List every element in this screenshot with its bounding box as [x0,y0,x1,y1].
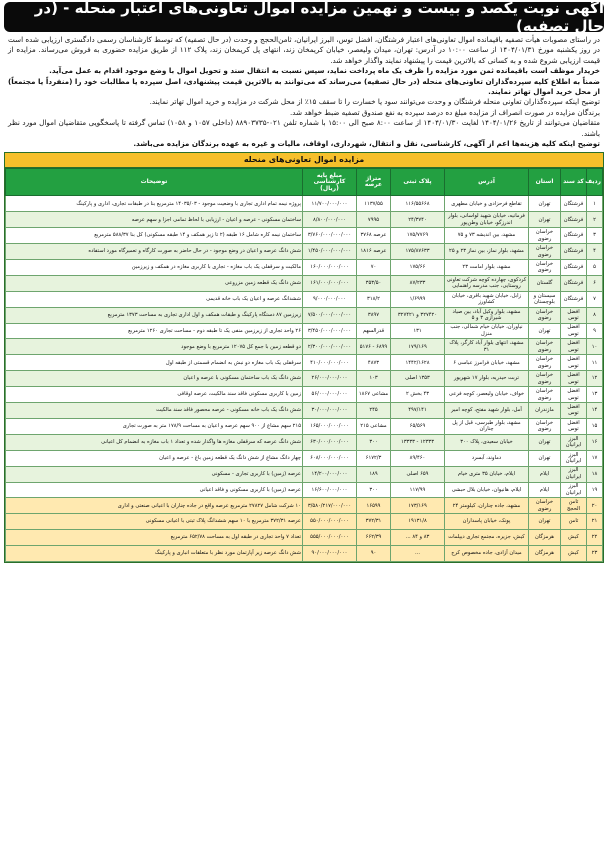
row-address: آمل، بلوار شهید مفتح، کوچه امیر [445,403,529,419]
table-row [6,387,603,403]
table-caption: مزایده اموال تعاونی‌های منحله [5,153,603,168]
intro-paragraph-4: توضیح اینکه سپرده‌گذاران تعاونی منحله فرشتگان و وحدت می‌توانند سود یا خسارت را تا سقف ۱۵٪ از محل شرکت در مزایده و خرید اموال تهاتر نمایند. [149,97,600,107]
table-row [6,371,603,387]
row-description: زمین با کاربری مسکونی فاقد سند مالکیت، عرصه اوقافی [6,387,303,403]
row-address: زابل، خیابان شهید باقری، خیابان کشاورز [445,291,529,307]
row-province: خراسان رضوی [529,260,561,276]
row-plak: ۱۴۴۲/۱۶۲۸ [391,355,445,371]
row-plak: ۱۷۵/۷۷۶۹ [391,228,445,244]
row-code: افضل توس [561,387,587,403]
table-row [6,323,603,339]
row-code: ثامن [561,514,587,530]
row-address: مشهد، بین اندیشه ۷۳ و ۷۵ [445,228,529,244]
row-description: شش دانگ یک قطعه زمین مزروعی [6,275,303,291]
row-plak: ۱۹۱۳۱/۸ [391,514,445,530]
header-index: ردیف [587,169,603,196]
auction-table-wrap [4,152,604,562]
row-code: فرشتگان [561,228,587,244]
row-price: ۱۶/۶۰۰/۰۰۰/۰۰۰ [303,482,357,498]
row-province: خراسان رضوی [529,418,561,434]
row-province: تهران [529,514,561,530]
row-area: ۴۸۷۳ [357,355,391,371]
row-code: افضل توس [561,307,587,323]
row-province: تهران [529,434,561,450]
row-description: شش دانگ یک باب خانه مسکونی - عرصه محصور فاقد سند مالکیت [6,403,303,419]
row-price: ۶۰۸/۰۰۰/۰۰۰/۰۰۰ [303,450,357,466]
intro-paragraph-5: برندگان مزایده در صورت انصراف از مزایده مبلغ ده درصد سپرده به نفع صندوق تصفیه ضبط خواهد شد. [289,107,600,117]
row-plak: ۱۱۶/۵۵۶۶۸ [391,196,445,212]
row-index: ۱۸ [587,466,603,482]
row-plak: ۳۲۷۴۲۰ و ۳۲۷۴۲۱ [391,307,445,323]
row-plak: ۱۷۵/۶۶ [391,260,445,276]
row-province: خراسان رضوی [529,355,561,371]
row-description: عرصه (زمین) با کاربری تجاری - مسکونی [6,466,303,482]
row-area: ۳۰۰ [357,482,391,498]
row-price: ۱۴/۲۰۰/۰۰۰/۰۰۰ [303,466,357,482]
row-plak: ۲۴/۳۷۴۰ [391,212,445,228]
row-description: شش دانگ عرصه که سرقفلی مغازه ها واگذار شده و تعداد ۱ باب مغازه به انضمام کل اعیانی [6,434,303,450]
row-price: ۷/۵۰۰/۰۰۰/۰۰۰/۰۰۰ [303,307,357,323]
row-province: تهران [529,450,561,466]
row-area: ۶۸۹۹ - ۵۱۷۶ [357,339,391,355]
row-code: فرشتگان [561,212,587,228]
table-row [6,196,603,212]
row-plak: ۱۷۵/۸۷۶۳۳ [391,244,445,260]
table-header-row [6,169,603,196]
row-province: ایلام [529,466,561,482]
row-description: پروژه نیمه تمام اداری تجاری با وضعیت موجود - ۱۴۰۳۵/۰۳ مترمربع بنا در طبقات تجاری، اداری و پارکینگ [6,196,303,212]
row-index: ۱۴ [587,403,603,419]
row-price: ۵۵۰/۰۰۰/۰۰۰/۰۰۰ [303,514,357,530]
row-index: ۲۳ [587,546,603,562]
row-area: ۶۱۷۲/۳ [357,450,391,466]
row-index: ۲۲ [587,530,603,546]
row-index: ۱۳ [587,387,603,403]
header-code: کد سند [561,169,587,196]
row-plak: ۱/۶۹۹۹ [391,291,445,307]
row-price: ۳/۵۸۰/۲۱۷/۰۰۰/۰۰۰ [303,498,357,514]
row-price: ۳/۴۵۰/۰۰۰/۰۰۰/۰۰۰ [303,323,357,339]
row-description: ششدانگ عرصه و اعیان یک باب خانه قدیمی [6,291,303,307]
row-code: فرشتگان [561,291,587,307]
row-area: عرصه ۳۷۶۸ [357,228,391,244]
row-address: میدان آزادی، جاده مخصوص کرج [445,546,529,562]
row-province: هرمزگان [529,546,561,562]
header-description: توضیحات [6,169,303,196]
row-address: کیش، جزیره، مجتمع تجاری دیپلمات [445,530,529,546]
row-plak: ۱۷۹/۱۶۹ [391,339,445,355]
row-index: ۱۱ [587,355,603,371]
row-plak: ۸۷/۲۳۳ [391,275,445,291]
row-address: مشهد، بلوار طبرسی، قبل از پل چناران [445,418,529,434]
table-row [6,244,603,260]
row-index: ۱۲ [587,371,603,387]
row-description: چهار دانگ مشاع از شش دانگ یک قطعه زمین باغ - عرصه و اعیان [6,450,303,466]
table-row [6,275,603,291]
row-address: ایلام، خیابان ۳۵ متری خیام [445,466,529,482]
intro-paragraph-2: خریدار موظف است باقیمانده ثمن مورد مزایده را ظرف یک ماه پرداخت نماید، سپس نسبت به انتقال سند و تحویل اموال با وضع موجود اقدام به عمل می‌آید. [49,66,600,76]
row-address: مشهد، بلوار نماز، بین نماز ۲۳ و ۲۵ [445,244,529,260]
row-province: سیستان و بلوچستان [529,291,561,307]
row-index: ۳ [587,228,603,244]
row-address: دماوند، آبسرد [445,450,529,466]
row-description: مالکیت و سرقفلی یک باب مغازه - تجاری با کاربری مغازه در همکف و زیرزمین [6,260,303,276]
row-index: ۹ [587,323,603,339]
row-area: ۳۰۰ [357,434,391,450]
table-row [6,466,603,482]
row-area: ۱۱۳۷/۵۵ [357,196,391,212]
table-row [6,260,603,276]
row-area: ۳۸۹۷ [357,307,391,323]
row-code: البرز ایرانیان [561,450,587,466]
row-area: ۱۶۵۹۹ [357,498,391,514]
row-province: تهران [529,196,561,212]
auction-table [5,168,603,561]
header-plak: پلاک ثبتی [391,169,445,196]
row-address: مشهد، بلوار وکیل آباد، بین صیاد شیرازی ۳ و ۵ [445,307,529,323]
row-plak: ۸۳ و ۸۴ ... [391,530,445,546]
row-address: خواف، خیابان ولیعصر، کوچه فرعی [445,387,529,403]
row-price: ۴۱۰/۰۰۰/۰۰۰/۰۰۰ [303,355,357,371]
row-address: مشهد، انتهای بلوار آباد کارگر، پلاک ۳۱ [445,339,529,355]
row-province: تهران [529,212,561,228]
row-plak: ... [391,546,445,562]
intro-paragraph-1: در راستای مصوبات هیأت تصفیه باقیمانده اموال تعاونی‌های اعتبار فرشتگان، افضل توس، البرز ایرانیان، ثامن‌الحجج و وحدت (در حال تصفیه) که توسط کارشناسان رسمی دادگستری ارزیابی شده است در روز یکشنبه مورخ ۱۴۰۴/۰۱/۳۱ از ساعت ۱۰:۰۰ در آدرس: تهران، میدان ولیعصر، خیابان کریمخان زند، انتهای پل کریمخان زند، پلاک ۱۱۲ از طریق مزایده حضوری به فروش می‌رساند. مزایده از قیمت ارزیابی شروع شده و به کسانی که بالاترین قیمت را پیشنهاد نمایند واگذار خواهد شد. [8,35,600,65]
row-price: ۳/۷۶۰/۰۰۰/۰۰۰/۰۰۰ [303,228,357,244]
row-code: افضل توس [561,371,587,387]
row-province: خراسان رضوی [529,244,561,260]
table-row [6,498,603,514]
row-description: سرقفلی یک باب مغازه دو نبش به انضمام قسمتی از طبقه اول [6,355,303,371]
table-row [6,418,603,434]
table-row [6,291,603,307]
row-price: ۶۳۰/۰۰۰/۰۰۰/۰۰۰ [303,434,357,450]
row-index: ۸ [587,307,603,323]
table-row [6,530,603,546]
row-code: ثامن الحجج [561,498,587,514]
row-province: خراسان رضوی [529,498,561,514]
row-index: ۱۵ [587,418,603,434]
row-index: ۱ [587,196,603,212]
row-price: ۲۶/۰۰۰/۰۰۰/۰۰۰ [303,371,357,387]
row-description: شش دانگ عرصه و اعیان در وضع موجود - در حال حاضر به صورت کارگاه و تعمیرگاه مورد استفاده [6,244,303,260]
row-description: عرصه (زمین) با کاربری مسکونی و فاقد اعیانی [6,482,303,498]
row-description: عرصه ۳۷۲/۳۱ مترمربع با ۱۰ سهم ششدانگ پلاک ثبتی با اعیانی مسکونی [6,514,303,530]
row-description: ساختمان نیمه کاره شامل ۱۶ طبقه (۲ تا زیر همکف و ۱۴ طبقه مسکونی) کل بنا ۵۸۸/۳۷ مترمربع [6,228,303,244]
row-area: مشاعی ۱۸۶۷ [357,387,391,403]
row-area: ۷۹۹۵ [357,212,391,228]
row-code: افضل توس [561,418,587,434]
row-code: البرز ایرانیان [561,466,587,482]
row-province: خراسان رضوی [529,307,561,323]
row-area: ۹۰ [357,546,391,562]
row-province: خراسان رضوی [529,387,561,403]
row-code: کیش [561,530,587,546]
row-province: خراسان رضوی [529,339,561,355]
row-index: ۱۹ [587,482,603,498]
row-code: افضل توس [561,339,587,355]
intro-paragraph-6: متقاضیان می‌توانند از تاریخ ۱۴۰۴/۰۱/۲۶ لغایت ۱۴۰۴/۰۱/۳۰ از ساعت ۸:۰۰ صبح الی ۱۵:۰۰ با شماره تلفن ۰۲۱-۸۸۹۰۳۷۳۵ (داخلی ۱۰۵۷ و ۱۰۵۸) تماس گرفته تا پاسخگویی متقاضیان اموال مورد نظر باشند. [8,118,600,138]
row-price: ۹/۰۰۰/۰۰۰/۰۰۰ [303,291,357,307]
row-description: دو قطعه زمین با جمع کل ۱۲۰۷۵ مترمربع با وضع موجود [6,339,303,355]
table-body [6,196,603,561]
row-code: فرشتگان [561,260,587,276]
row-description: تعداد ۷ واحد تجاری در طبقه اول به مساحت ۶۵۲/۷۸ مترمربع [6,530,303,546]
row-province: تهران [529,323,561,339]
row-area: عرصه ۱۸۱۶ [357,244,391,260]
table-row [6,514,603,530]
notice-page [4,2,604,563]
row-address: ایلام، هانیوان، خیابان بلال حبشی [445,482,529,498]
row-plak: ۴۳ بخش ۲ [391,387,445,403]
row-index: ۴ [587,244,603,260]
row-code: افضل توس [561,355,587,371]
row-index: ۵ [587,260,603,276]
row-description: ۲۱۵ سهم مشاع از ۹۰۰ سهم عرصه و اعیان به مساحت ۱۷۸/۹ متر به صورت تجاری [6,418,303,434]
row-plak: ۱۷۳/۱۶۹ [391,498,445,514]
row-description: ۲۶ واحد تجاری از زیرزمین منفی یک تا طبقه دوم - مساحت تجاری ۱۲۶۰ مترمربع [6,323,303,339]
row-address: فرمانیه، خیابان شهید لواسانی، بلوار اندرزگو، خیابان وطن‌پور [445,212,529,228]
row-area: ۳۱۸/۲ [357,291,391,307]
page-title: آگهی نوبت یکصد و بیست و نهمین مزایده اموال تعاونی‌های اعتبار منحله - (در حال تصفیه) [4,2,604,32]
row-description: شش دانگ یک باب ساختمان مسکونی با عرصه و اعیان [6,371,303,387]
row-index: ۲ [587,212,603,228]
row-description: زیرزمین ۸۷ دستگاه پارکینگ و طبقات همکف و اول اداری تجاری به مساحت ۱۳۷۳ مترمربع [6,307,303,323]
row-index: ۱۷ [587,450,603,466]
row-index: ۲۱ [587,514,603,530]
row-province: مازندران [529,403,561,419]
row-plak: ۴۹۷/۱۴۱ [391,403,445,419]
row-price: ۵۵۵/۰۰۰/۰۰۰/۰۰۰ [303,530,357,546]
row-code: فرشتگان [561,275,587,291]
row-address: خیابان سعیدی، پلاک ۳۰۰ [445,434,529,450]
row-address: نیاوران، خیابان خیام شمالی، جنب منزل [445,323,529,339]
row-address: پونک، خیابان پاسداران [445,514,529,530]
row-price: ۸/۸۰۰/۰۰۰/۰۰۰ [303,212,357,228]
table-row [6,212,603,228]
row-description: شش دانگ عرصه زیر آپارتمان مورد نظر با متعلقات انباری و پارکینگ [6,546,303,562]
row-plak: ۱۳۱ [391,323,445,339]
table-row [6,355,603,371]
row-code: افضل توس [561,323,587,339]
row-address: مشهد، بلوار امامت ۲۳ [445,260,529,276]
row-price: ۵۶/۰۰۰/۰۰۰/۰۰۰ [303,387,357,403]
intro-text [8,35,600,149]
row-code: کیش [561,546,587,562]
row-code: فرشتگان [561,196,587,212]
row-plak: ۱۳۵۳ اصلی [391,371,445,387]
header-area: متراژ عرصه [357,169,391,196]
row-description: ساختمان مسکونی - عرصه و اعیان - ارزیابی با لحاظ تمامی اجزا و سهم عرصه [6,212,303,228]
row-plak: ۶۵/۵۶۹ [391,418,445,434]
row-area: ۱۸۹ [357,466,391,482]
row-address: تربت حیدریه، بلوار ۱۷ شهریور [445,371,529,387]
row-index: ۱۶ [587,434,603,450]
header-price: مبلغ پایه کارشناسی (ریال) [303,169,357,196]
row-index: ۲۰ [587,498,603,514]
table-row [6,482,603,498]
row-area: ۱۰۳ [357,371,391,387]
table-row [6,434,603,450]
row-plak: ۱۱۷/۹۹ [391,482,445,498]
row-province: گلستان [529,275,561,291]
row-price: ۳۰/۰۰۰/۰۰۰/۰۰۰ [303,403,357,419]
table-row [6,403,603,419]
row-index: ۶ [587,275,603,291]
row-price: ۱۶۰/۰۰۰/۰۰۰/۰۰۰ [303,260,357,276]
row-index: ۷ [587,291,603,307]
row-index: ۱۰ [587,339,603,355]
row-price: ۲/۳۰۰/۰۰۰/۰۰۰/۰۰۰ [303,339,357,355]
row-province: ایلام [529,482,561,498]
row-code: البرز ایرانیان [561,434,587,450]
row-province: هرمزگان [529,530,561,546]
row-plak: ۸۹/۴۶۰ [391,450,445,466]
intro-paragraph-3: ضمناً به اطلاع کلیه سپرده‌گذاران تعاونی‌های منحله (در حال تصفیه) می‌رساند که می‌توانند به بالاترین قیمت پیشنهادی، اصل سپرده یا مطالبات خود را (منفرداً یا مجتمعاً) از محل خرید اموال تهاتر نمایند. [8,76,600,97]
row-area: ۳۷۲/۳۱ [357,514,391,530]
intro-paragraph-7: توضیح اینکه کلیه هزینه‌ها اعم از آگهی، کارشناسی، نقل و انتقال، شهرداری، اوقاف، مالیات و غیره به عهده برندگان مزایده می‌باشد. [133,139,600,149]
row-price: ۱۶۵/۰۰۰/۰۰۰/۰۰۰ [303,418,357,434]
row-address: کردکوی، چهارده کوچه شرکت تعاونی روستایی، جنب مدرسه راهنمایی [445,275,529,291]
row-plak: ۶۵۹ اصلی [391,466,445,482]
row-area: ۳۵۳/۵۰ [357,275,391,291]
row-province: خراسان رضوی [529,371,561,387]
row-description: ۱۰ شرکت شامل ۲۷۸۲۷ مترمربع عرصه واقع در جاده چناران با اعیانی صنعتی و اداری [6,498,303,514]
row-price: ۱۱/۷۰۰/۰۰۰/۰۰۰ [303,196,357,212]
row-address: مشهد، خیابان فرامرز عباسی ۶ [445,355,529,371]
row-price: ۱/۴۵۰/۰۰۰/۰۰۰/۰۰۰ [303,244,357,260]
row-province: خراسان رضوی [529,228,561,244]
table-row [6,339,603,355]
table-row [6,450,603,466]
table-row [6,228,603,244]
row-area: ۲۴۵ [357,403,391,419]
row-price: ۱۶۱/۰۰۰/۰۰۰/۰۰۰ [303,275,357,291]
header-province: استان [529,169,561,196]
row-code: افضل توس [561,403,587,419]
table-row [6,307,603,323]
row-code: فرشتگان [561,244,587,260]
row-address: مشهد، جاده چناران، کیلومتر ۲۴ [445,498,529,514]
table-row [6,546,603,562]
row-code: البرز ایرانیان [561,482,587,498]
row-area: قدرالسهم [357,323,391,339]
row-area: ۷۰ [357,260,391,276]
row-area: مشاعی ۲۱۵ [357,418,391,434]
row-price: ۹۰/۰۰۰/۰۰۰/۰۰۰ [303,546,357,562]
header-address: آدرس [445,169,529,196]
row-address: تقاطع فرحزادی و خیابان مطهری [445,196,529,212]
row-plak: ۱۲۳۳۳ - ۱۳۳۳۳ [391,434,445,450]
row-area: ۶۶۲/۳۹ [357,530,391,546]
